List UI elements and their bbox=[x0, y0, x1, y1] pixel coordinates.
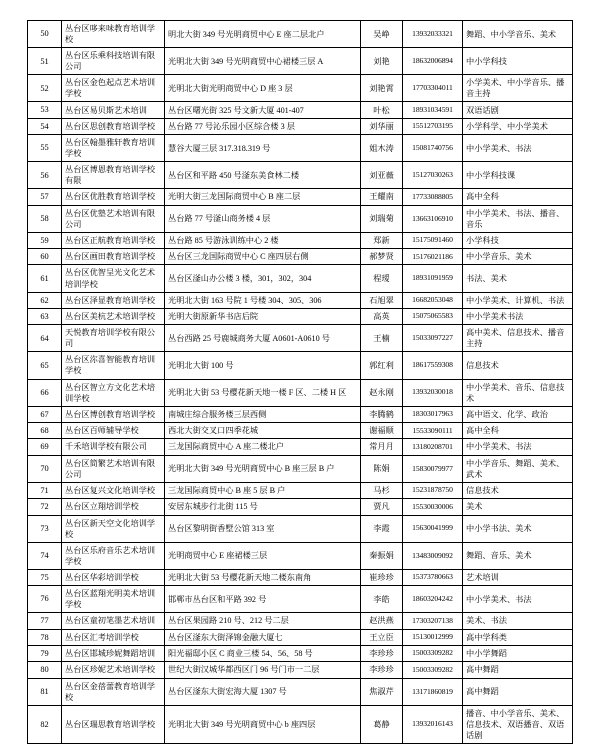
table-row bbox=[28, 249, 573, 265]
contact-person-cell: 郭红利 bbox=[361, 352, 403, 379]
institution-address-cell: 光明北大街 349 号光明商贸中心 b 座四层 bbox=[165, 705, 361, 743]
training-subjects-cell: 小学科技 bbox=[463, 232, 573, 248]
training-subjects-cell: 中小学音乐、舞蹈、美术、武术 bbox=[463, 455, 573, 482]
institution-address-cell: 光明商贸中心 E 座裙楼三层 bbox=[165, 542, 361, 569]
institution-address-cell: 丛台区滏山办公楼 3 楼，301，302，304 bbox=[165, 265, 361, 292]
row-index-cell: 70 bbox=[28, 455, 62, 482]
row-index-cell: 77 bbox=[28, 613, 62, 629]
table-row bbox=[28, 205, 573, 232]
institution-name-cell: 丛台区蓝翔光明美术培训学校 bbox=[62, 586, 165, 613]
contact-phone-cell: 15033097227 bbox=[403, 325, 463, 352]
institution-address-cell: 三龙国际商贸中心 B 座 5 层 B 户 bbox=[165, 482, 361, 498]
table-row bbox=[28, 629, 573, 645]
row-index-cell: 60 bbox=[28, 249, 62, 265]
contact-person-cell: 王楠 bbox=[361, 325, 403, 352]
institution-address-cell: 三龙国际商贸中心 A 座二楼北户 bbox=[165, 439, 361, 455]
contact-phone-cell: 18931091959 bbox=[403, 265, 463, 292]
institution-name-cell: 丛台区画田教育培训学校 bbox=[62, 249, 165, 265]
institution-name-cell: 丛台区童初笔墨艺术培训 bbox=[62, 613, 165, 629]
training-subjects-cell: 中小学美术、书法 bbox=[463, 586, 573, 613]
contact-person-cell: 焦淑芹 bbox=[361, 678, 403, 705]
institution-address-cell: 光明大街三龙国际商贸中心 B 座二层 bbox=[165, 189, 361, 205]
row-index-cell: 57 bbox=[28, 189, 62, 205]
table-row bbox=[28, 265, 573, 292]
contact-phone-cell: 15830079977 bbox=[403, 455, 463, 482]
institution-name-cell: 丛台区乐府音乐艺术培训学校 bbox=[62, 542, 165, 569]
institution-name-cell: 丛台区复兴文化培训学校 bbox=[62, 482, 165, 498]
contact-phone-cell: 15530030006 bbox=[403, 499, 463, 515]
training-subjects-cell: 播音、中小学音乐、美术、信息技术、双语播音、双语话剧 bbox=[463, 705, 573, 743]
institution-address-cell: 丛台路 85 号游泳训练中心 2 楼 bbox=[165, 232, 361, 248]
table-row bbox=[28, 705, 573, 743]
training-subjects-cell: 中小学美术、书法、播音、音乐 bbox=[463, 205, 573, 232]
table-row bbox=[28, 482, 573, 498]
contact-person-cell: 石旭翠 bbox=[361, 292, 403, 308]
contact-phone-cell: 13663106910 bbox=[403, 205, 463, 232]
institution-address-cell: 阳光福邸小区 C 商业三楼 54、56、58 号 bbox=[165, 645, 361, 661]
contact-phone-cell: 15630041999 bbox=[403, 515, 463, 542]
institution-address-cell: 丛台路 77 号滏山商务楼 4 层 bbox=[165, 205, 361, 232]
institution-address-cell: 西北大街交叉口四季花城 bbox=[165, 423, 361, 439]
contact-phone-cell: 15512703195 bbox=[403, 118, 463, 134]
institution-address-cell: 光明北大街 53 号樱花新天地二楼东南角 bbox=[165, 569, 361, 585]
training-subjects-cell: 信息技术 bbox=[463, 482, 573, 498]
training-subjects-cell: 美术、书法 bbox=[463, 613, 573, 629]
contact-person-cell: 刘华丽 bbox=[361, 118, 403, 134]
table-row bbox=[28, 118, 573, 134]
training-subjects-cell: 小学科学、中小学美术 bbox=[463, 118, 573, 134]
contact-person-cell: 刘艳霄 bbox=[361, 75, 403, 102]
training-subjects-cell: 中小学美术书法 bbox=[463, 308, 573, 324]
table-row bbox=[28, 325, 573, 352]
institution-address-cell: 丛台区三龙国际商贸中心 C 座四层右侧 bbox=[165, 249, 361, 265]
institution-name-cell: 丛台区博创教育培训学校 bbox=[62, 406, 165, 422]
contact-person-cell: 赵永刚 bbox=[361, 379, 403, 406]
institution-address-cell: 光明北大街 349 号光明商贸中心裙楼三层 A bbox=[165, 48, 361, 75]
table-row bbox=[28, 379, 573, 406]
contact-phone-cell: 13932016143 bbox=[403, 705, 463, 743]
contact-phone-cell: 13932033321 bbox=[403, 21, 463, 48]
table-row bbox=[28, 515, 573, 542]
contact-person-cell: 赵洪燕 bbox=[361, 613, 403, 629]
table-row bbox=[28, 48, 573, 75]
training-subjects-cell: 中小学舞蹈 bbox=[463, 645, 573, 661]
institution-name-cell: 丛台区沵喜智能教育培训学校 bbox=[62, 352, 165, 379]
contact-person-cell: 李珍珍 bbox=[361, 662, 403, 678]
row-index-cell: 71 bbox=[28, 482, 62, 498]
row-index-cell: 73 bbox=[28, 515, 62, 542]
row-index-cell: 68 bbox=[28, 423, 62, 439]
institution-name-cell: 丛台区泽显教育培训学校 bbox=[62, 292, 165, 308]
institution-address-cell: 丛台区和平路 450 号滏东美食林二楼 bbox=[165, 162, 361, 189]
table-row bbox=[28, 439, 573, 455]
table-row bbox=[28, 102, 573, 118]
table-row bbox=[28, 21, 573, 48]
training-subjects-cell: 高中学科类 bbox=[463, 629, 573, 645]
institution-name-cell: 丛台区新天空文化培训学校 bbox=[62, 515, 165, 542]
contact-person-cell: 刘瑞菊 bbox=[361, 205, 403, 232]
institution-name-cell: 千禾培训学校有限公司 bbox=[62, 439, 165, 455]
contact-person-cell: 崔珍珍 bbox=[361, 569, 403, 585]
contact-phone-cell: 18303017963 bbox=[403, 406, 463, 422]
training-subjects-cell: 艺术培训 bbox=[463, 569, 573, 585]
institution-address-cell: 南城庄综合服务楼三层西侧 bbox=[165, 406, 361, 422]
institution-name-cell: 丛台区珍妮艺术培训学校 bbox=[62, 662, 165, 678]
contact-phone-cell: 13932030018 bbox=[403, 379, 463, 406]
contact-phone-cell: 17733088805 bbox=[403, 189, 463, 205]
institution-address-cell: 丛台路 77 号沁乐园小区综合楼 3 层 bbox=[165, 118, 361, 134]
institution-address-cell: 邯郸市丛台区和平路 392 号 bbox=[165, 586, 361, 613]
training-subjects-cell: 中小学书法、美术 bbox=[463, 515, 573, 542]
table-row bbox=[28, 586, 573, 613]
training-subjects-cell: 舞蹈、音乐、美术 bbox=[463, 542, 573, 569]
table-row bbox=[28, 292, 573, 308]
row-index-cell: 63 bbox=[28, 308, 62, 324]
table-row bbox=[28, 423, 573, 439]
table-row bbox=[28, 162, 573, 189]
contact-phone-cell: 15003309282 bbox=[403, 662, 463, 678]
row-index-cell: 64 bbox=[28, 325, 62, 352]
row-index-cell: 56 bbox=[28, 162, 62, 189]
institution-address-cell: 光明北大街 349 号光明商贸中心 B 座三层 B 户 bbox=[165, 455, 361, 482]
table-row bbox=[28, 662, 573, 678]
institution-name-cell: 丛台区正航教育培训学校 bbox=[62, 232, 165, 248]
institution-name-cell: 丛台区乐乘科技培训有限公司 bbox=[62, 48, 165, 75]
training-subjects-cell: 小学美术、中小学音乐、播音主持 bbox=[463, 75, 573, 102]
row-index-cell: 50 bbox=[28, 21, 62, 48]
table-row bbox=[28, 406, 573, 422]
row-index-cell: 74 bbox=[28, 542, 62, 569]
row-index-cell: 79 bbox=[28, 645, 62, 661]
row-index-cell: 53 bbox=[28, 102, 62, 118]
contact-phone-cell: 18617559308 bbox=[403, 352, 463, 379]
contact-person-cell: 李霞 bbox=[361, 515, 403, 542]
row-index-cell: 75 bbox=[28, 569, 62, 585]
training-subjects-cell: 中小学美术、书法 bbox=[463, 135, 573, 162]
table-row bbox=[28, 455, 573, 482]
table-row bbox=[28, 308, 573, 324]
institution-address-cell: 丛台区滏东大街泽锦金融大厦七 bbox=[165, 629, 361, 645]
institution-address-cell: 光明北大街 53 号樱花新天地一楼 F 区、二楼 H 区 bbox=[165, 379, 361, 406]
training-subjects-cell: 美术 bbox=[463, 499, 573, 515]
row-index-cell: 52 bbox=[28, 75, 62, 102]
contact-phone-cell: 15533090111 bbox=[403, 423, 463, 439]
institution-name-cell: 丛台区华彩培训学校 bbox=[62, 569, 165, 585]
contact-person-cell: 程瑷 bbox=[361, 265, 403, 292]
contact-person-cell: 贾凡 bbox=[361, 499, 403, 515]
contact-person-cell: 刘亚薇 bbox=[361, 162, 403, 189]
training-subjects-cell: 高中舞蹈 bbox=[463, 678, 573, 705]
contact-person-cell: 李腾鹤 bbox=[361, 406, 403, 422]
table-row bbox=[28, 569, 573, 585]
institution-name-cell: 丛台区美杭艺术培训学校 bbox=[62, 308, 165, 324]
institution-address-cell: 丛台西路 25 号鹿城商务大厦 A0601-A0610 号 bbox=[165, 325, 361, 352]
contact-phone-cell: 15373780663 bbox=[403, 569, 463, 585]
institution-name-cell: 丛台区优智呈光文化艺术培训学校 bbox=[62, 265, 165, 292]
contact-person-cell: 李皓 bbox=[361, 586, 403, 613]
contact-phone-cell: 15231878750 bbox=[403, 482, 463, 498]
contact-person-cell: 叶松 bbox=[361, 102, 403, 118]
institution-name-cell: 丛台区金色起点艺术培训学校 bbox=[62, 75, 165, 102]
training-subjects-cell: 中小学美术、书法 bbox=[463, 439, 573, 455]
contact-person-cell: 郑新 bbox=[361, 232, 403, 248]
contact-phone-cell: 18632006894 bbox=[403, 48, 463, 75]
contact-phone-cell: 15081740756 bbox=[403, 135, 463, 162]
row-index-cell: 61 bbox=[28, 265, 62, 292]
institution-name-cell: 丛台区翰墨雅轩教育培训学校 bbox=[62, 135, 165, 162]
institution-address-cell: 世纪大街汉城华都西区门 96 号门市一二层 bbox=[165, 662, 361, 678]
institution-address-cell: 明北大街 349 号光明商贸中心 E 座二层北户 bbox=[165, 21, 361, 48]
contact-phone-cell: 15176021186 bbox=[403, 249, 463, 265]
institution-name-cell: 丛台区优塾艺术培训有限公司 bbox=[62, 205, 165, 232]
institution-name-cell: 丛台区简繁艺术培训有限公司 bbox=[62, 455, 165, 482]
contact-person-cell: 郝梦贤 bbox=[361, 249, 403, 265]
contact-person-cell: 高英 bbox=[361, 308, 403, 324]
row-index-cell: 59 bbox=[28, 232, 62, 248]
contact-person-cell: 陈娟 bbox=[361, 455, 403, 482]
institution-name-cell: 丛台区汇考培训学校 bbox=[62, 629, 165, 645]
contact-phone-cell: 15175091460 bbox=[403, 232, 463, 248]
contact-phone-cell: 13483009092 bbox=[403, 542, 463, 569]
table-row bbox=[28, 75, 573, 102]
training-subjects-cell: 高中美术、信息技术、播音主持 bbox=[463, 325, 573, 352]
table-row bbox=[28, 645, 573, 661]
table-row bbox=[28, 189, 573, 205]
contact-phone-cell: 15127030263 bbox=[403, 162, 463, 189]
table-row bbox=[28, 232, 573, 248]
training-subjects-cell: 双语话剧 bbox=[463, 102, 573, 118]
institution-name-cell: 丛台区博恩教育培训学校有限 bbox=[62, 162, 165, 189]
institution-address-cell: 光明北大街 100 号 bbox=[165, 352, 361, 379]
contact-person-cell: 吴峥 bbox=[361, 21, 403, 48]
row-index-cell: 78 bbox=[28, 629, 62, 645]
institution-name-cell: 丛台区金蓓蕾教育培训学校 bbox=[62, 678, 165, 705]
institution-address-cell: 光明北大街 163 号院 1 号楼 304、305、306 bbox=[165, 292, 361, 308]
institution-name-cell: 丛台区优胜教育培训学校 bbox=[62, 189, 165, 205]
training-subjects-cell: 舞蹈、中小学音乐、美术 bbox=[463, 21, 573, 48]
contact-person-cell: 王耀南 bbox=[361, 189, 403, 205]
training-subjects-cell: 书法、美术 bbox=[463, 265, 573, 292]
row-index-cell: 81 bbox=[28, 678, 62, 705]
row-index-cell: 65 bbox=[28, 352, 62, 379]
institution-name-cell: 丛台区智立方文化艺术培训学校 bbox=[62, 379, 165, 406]
training-subjects-cell: 高中全科 bbox=[463, 423, 573, 439]
training-subjects-cell: 中小学美术、音乐、信息技术 bbox=[463, 379, 573, 406]
contact-person-cell: 姐木涛 bbox=[361, 135, 403, 162]
row-index-cell: 58 bbox=[28, 205, 62, 232]
contact-person-cell: 秦振娟 bbox=[361, 542, 403, 569]
institution-address-cell: 安居东城步行北街 115 号 bbox=[165, 499, 361, 515]
training-subjects-cell: 高中舞蹈 bbox=[463, 662, 573, 678]
row-index-cell: 51 bbox=[28, 48, 62, 75]
training-subjects-cell: 信息技术 bbox=[463, 352, 573, 379]
row-index-cell: 62 bbox=[28, 292, 62, 308]
institution-address-cell: 光明大街原新华书店后院 bbox=[165, 308, 361, 324]
row-index-cell: 72 bbox=[28, 499, 62, 515]
institution-name-cell: 丛台区立翔培训学校 bbox=[62, 499, 165, 515]
institution-address-cell: 丛台区曙光街 325 号文新大厦 401-407 bbox=[165, 102, 361, 118]
training-subjects-cell: 中小学科技 bbox=[463, 48, 573, 75]
contact-phone-cell: 17703304011 bbox=[403, 75, 463, 102]
contact-phone-cell: 18603204242 bbox=[403, 586, 463, 613]
institution-address-cell: 丛台区果园路 210 号、212 号二层 bbox=[165, 613, 361, 629]
row-index-cell: 54 bbox=[28, 118, 62, 134]
contact-phone-cell: 16682053048 bbox=[403, 292, 463, 308]
row-index-cell: 80 bbox=[28, 662, 62, 678]
contact-phone-cell: 15003309282 bbox=[403, 645, 463, 661]
contact-person-cell: 马杉 bbox=[361, 482, 403, 498]
contact-phone-cell: 13180208701 bbox=[403, 439, 463, 455]
row-index-cell: 82 bbox=[28, 705, 62, 743]
table-row bbox=[28, 678, 573, 705]
table-row bbox=[28, 352, 573, 379]
table-row bbox=[28, 542, 573, 569]
institution-name-cell: 天悦教育培训学校有限公司 bbox=[62, 325, 165, 352]
institution-name-cell: 丛台区邯城珍妮舞蹈培训 bbox=[62, 645, 165, 661]
contact-person-cell: 刘艳 bbox=[361, 48, 403, 75]
table-row bbox=[28, 499, 573, 515]
contact-phone-cell: 15075065583 bbox=[403, 308, 463, 324]
contact-person-cell: 李珍珍 bbox=[361, 645, 403, 661]
contact-person-cell: 葛静 bbox=[361, 705, 403, 743]
row-index-cell: 66 bbox=[28, 379, 62, 406]
institution-address-cell: 丛台区滏东大街宏海大厦 1307 号 bbox=[165, 678, 361, 705]
contact-phone-cell: 15130012999 bbox=[403, 629, 463, 645]
training-subjects-cell: 高中语文、化学、政治 bbox=[463, 406, 573, 422]
training-subjects-cell: 中小学科技课 bbox=[463, 162, 573, 189]
institution-address-cell: 丛台区黎明街香墅公馆 313 室 bbox=[165, 515, 361, 542]
institution-name-cell: 丛台区哆来味教育培训学校 bbox=[62, 21, 165, 48]
institution-name-cell: 丛台区易贝斯艺术培训 bbox=[62, 102, 165, 118]
table-body bbox=[28, 21, 573, 744]
institution-name-cell: 丛台区瑞思教育培训学校 bbox=[62, 705, 165, 743]
institution-address-cell: 光明北大街光明商贸中心 D 座 3 层 bbox=[165, 75, 361, 102]
institution-name-cell: 丛台区思创教育培训学校 bbox=[62, 118, 165, 134]
training-subjects-cell: 高中全科 bbox=[463, 189, 573, 205]
contact-person-cell: 王立臣 bbox=[361, 629, 403, 645]
training-institutions-table bbox=[27, 20, 573, 744]
contact-person-cell: 常月月 bbox=[361, 439, 403, 455]
contact-phone-cell: 18931034591 bbox=[403, 102, 463, 118]
contact-person-cell: 谢福顺 bbox=[361, 423, 403, 439]
training-subjects-cell: 中小学音乐、美术 bbox=[463, 249, 573, 265]
contact-phone-cell: 17303207138 bbox=[403, 613, 463, 629]
institution-address-cell: 慧谷大厦三层 317.318.319 号 bbox=[165, 135, 361, 162]
contact-phone-cell: 13171860819 bbox=[403, 678, 463, 705]
institution-name-cell: 丛台区百师辅导学校 bbox=[62, 423, 165, 439]
row-index-cell: 69 bbox=[28, 439, 62, 455]
training-subjects-cell: 中小学美术、计算机、书法 bbox=[463, 292, 573, 308]
table-row bbox=[28, 613, 573, 629]
table-row bbox=[28, 135, 573, 162]
row-index-cell: 55 bbox=[28, 135, 62, 162]
row-index-cell: 67 bbox=[28, 406, 62, 422]
row-index-cell: 76 bbox=[28, 586, 62, 613]
